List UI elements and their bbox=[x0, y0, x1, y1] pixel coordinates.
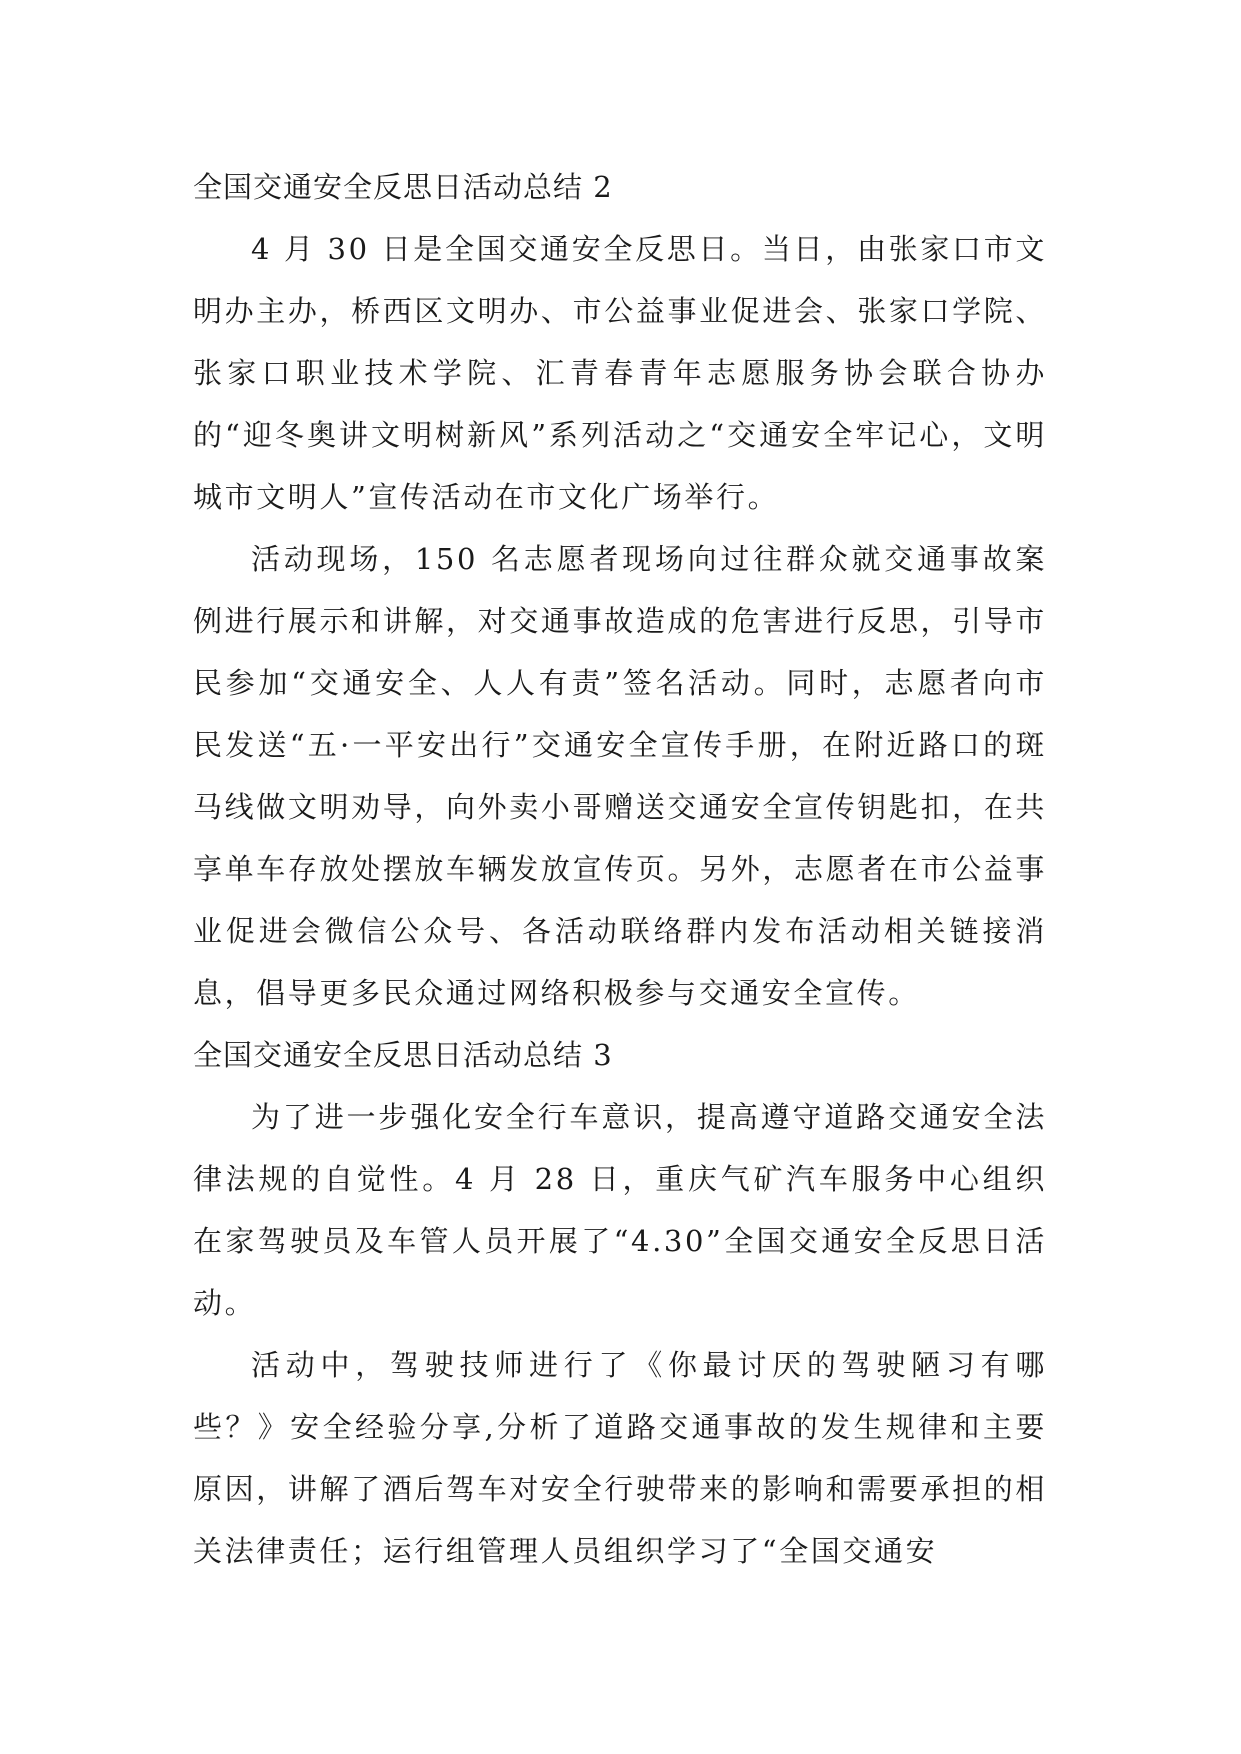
section-2-title: 全国交通安全反思日活动总结 2 bbox=[193, 170, 613, 204]
section-2-paragraph-2: 活动现场，150 名志愿者现场向过往群众就交通事故案例进行展示和讲解，对交通事故造成的危害进行反思，引导市民参加“交通安全、人人有责”签名活动。同时，志愿者向市民发送“五·一平安出行”交通安全宣传手册，在附近路口的斑马线做文明劝导，向外卖小哥赠送交通安全宣传钥匙扣，在共享单车存放处摆放车辆发放宣传页。另外，志愿者在市公益事业促进会微信公众号、各活动联络群内发布活动相关链接消息，倡导更多民众通过网络积极参与交通安全宣传。 bbox=[193, 542, 1047, 1010]
section-3-paragraph-1: 为了进一步强化安全行车意识，提高遵守道路交通安全法律法规的自觉性。4 月 28 日，重庆气矿汽车服务中心组织在家驾驶员及车管人员开展了“4.30”全国交通安全反思日活动。 bbox=[193, 1100, 1047, 1320]
section-3-title: 全国交通安全反思日活动总结 3 bbox=[193, 1038, 613, 1072]
section-3-paragraph-2: 活动中，驾驶技师进行了《你最讨厌的驾驶陋习有哪些？》安全经验分享,分析了道路交通事故的发生规律和主要原因，讲解了酒后驾车对安全行驶带来的影响和需要承担的相关法律责任；运行组管理人员组织学习了“全国交通安 bbox=[193, 1348, 1047, 1568]
section-2-paragraph-1: 4 月 30 日是全国交通安全反思日。当日，由张家口市文明办主办，桥西区文明办、市公益事业促进会、张家口学院、张家口职业技术学院、汇青春青年志愿服务协会联合协办的“迎冬奥讲文明树新风”系列活动之“交通安全牢记心，文明城市文明人”宣传活动在市文化广场举行。 bbox=[193, 232, 1047, 514]
document-body bbox=[193, 156, 1047, 1582]
